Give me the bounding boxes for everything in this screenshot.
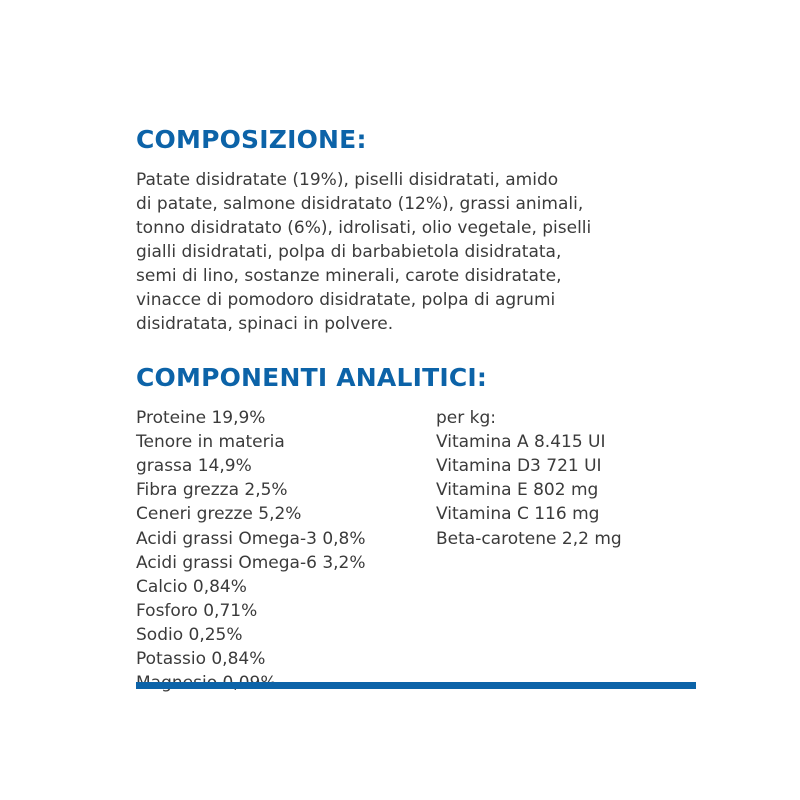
list-item: Potassio 0,84% [136, 649, 266, 670]
list-item: Proteine 19,9% [136, 407, 266, 428]
list-item: Calcio 0,84% [136, 576, 247, 597]
list-item: Vitamina C 116 mg [436, 504, 600, 525]
composizione-line: disidratata, spinaci in polvere. [136, 314, 394, 335]
list-item: grassa 14,9% [136, 456, 252, 477]
componenti-analitici-columns [136, 406, 696, 696]
list-item: Fosforo 0,71% [136, 600, 258, 621]
list-item: Tenore in materia [136, 432, 285, 452]
composizione-text [136, 168, 696, 337]
composizione-line: Patate disidratate (19%), piselli disidratati, amido [136, 169, 559, 190]
list-item: Fibra grezza 2,5% [136, 480, 288, 501]
section-componenti-analitici [136, 364, 696, 695]
list-item: Acidi grassi Omega-6 3,2% [136, 552, 366, 573]
list-item: Sodio 0,25% [136, 625, 243, 645]
composizione-line: tonno disidratato (6%), idrolisati, olio vegetale, piselli [136, 217, 592, 238]
composizione-heading: COMPOSIZIONE: [136, 125, 367, 154]
bottom-accent-bar [136, 682, 696, 689]
composizione-line: vinacce di pomodoro disidratate, polpa di agrumi [136, 290, 556, 311]
list-item: Beta-carotene 2,2 mg [436, 528, 622, 549]
composizione-line: di patate, salmone disidratato (12%), grassi animali, [136, 193, 584, 214]
list-item: Acidi grassi Omega-3 0,8% [136, 528, 366, 549]
list-item: Ceneri grezze 5,2% [136, 504, 302, 525]
list-item: Vitamina D3 721 UI [436, 456, 602, 477]
list-item: Vitamina A 8.415 UI [436, 432, 606, 452]
content-area [136, 126, 696, 695]
analitici-right-list [436, 406, 686, 551]
section-composizione [136, 126, 696, 336]
list-item: Vitamina E 802 mg [436, 480, 599, 501]
composizione-line: gialli disidratati, polpa di barbabietola disidratata, [136, 241, 562, 262]
analitici-left-list [136, 406, 436, 696]
componenti-analitici-heading: COMPONENTI ANALITICI: [136, 363, 488, 393]
list-item: per kg: [436, 407, 497, 428]
composizione-line: semi di lino, sostanze minerali, carote disidratate, [136, 266, 562, 286]
